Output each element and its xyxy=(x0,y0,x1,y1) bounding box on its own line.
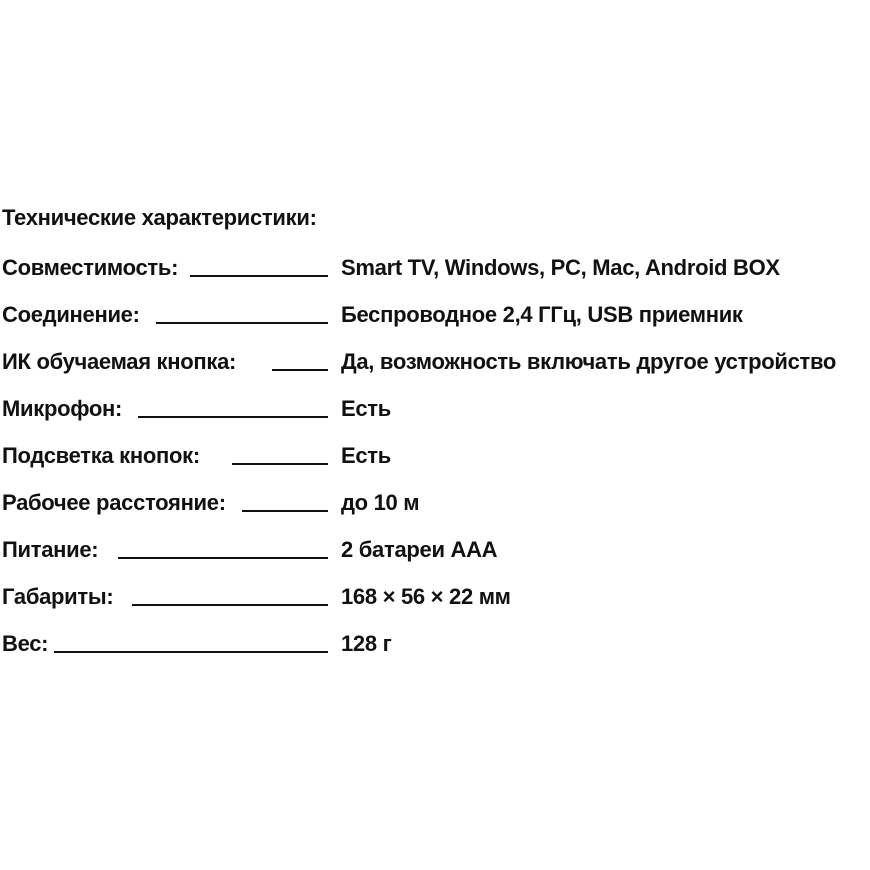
spec-heading: Технические характеристики: xyxy=(2,205,317,230)
spec-value: до 10 м xyxy=(341,490,420,515)
leader-line xyxy=(272,369,328,371)
spec-row-backlight xyxy=(2,441,870,471)
leader-line xyxy=(118,557,328,559)
spec-value: Да, возможность включать другое устройство xyxy=(341,349,837,374)
spec-label: Вес: xyxy=(2,631,49,656)
leader-line xyxy=(156,322,328,324)
leader-line xyxy=(232,463,328,465)
leader-line xyxy=(242,510,328,512)
spec-value: Есть xyxy=(341,443,392,468)
leader-line xyxy=(190,275,328,277)
spec-value: 2 батареи AAA xyxy=(341,537,498,562)
leader-line xyxy=(132,604,328,606)
spec-label: Совместимость: xyxy=(2,255,179,280)
spec-value: Есть xyxy=(341,396,392,421)
spec-row-weight xyxy=(2,629,870,659)
spec-label: Габариты: xyxy=(2,584,114,609)
spec-row-power xyxy=(2,535,870,565)
spec-label: Питание: xyxy=(2,537,99,562)
spec-label: Микрофон: xyxy=(2,396,123,421)
spec-value: Беспроводное 2,4 ГГц, USB приемник xyxy=(341,302,743,327)
leader-line xyxy=(54,651,328,653)
spec-value: Smart TV, Windows, PC, Mac, Android BOX xyxy=(341,255,780,280)
spec-row-range xyxy=(2,488,870,518)
spec-label: Подсветка кнопок: xyxy=(2,443,200,468)
spec-row-compatibility xyxy=(2,253,870,283)
spec-label: Соединение: xyxy=(2,302,140,327)
spec-value: 128 г xyxy=(341,631,392,656)
spec-row-ir-learning-button xyxy=(2,347,870,377)
spec-row-microphone xyxy=(2,394,870,424)
spec-row-dimensions xyxy=(2,582,870,612)
spec-value: 168 × 56 × 22 мм xyxy=(341,584,511,609)
spec-row-connection xyxy=(2,300,870,330)
leader-line xyxy=(138,416,328,418)
spec-label: ИК обучаемая кнопка: xyxy=(2,349,237,374)
spec-label: Рабочее расстояние: xyxy=(2,490,226,515)
